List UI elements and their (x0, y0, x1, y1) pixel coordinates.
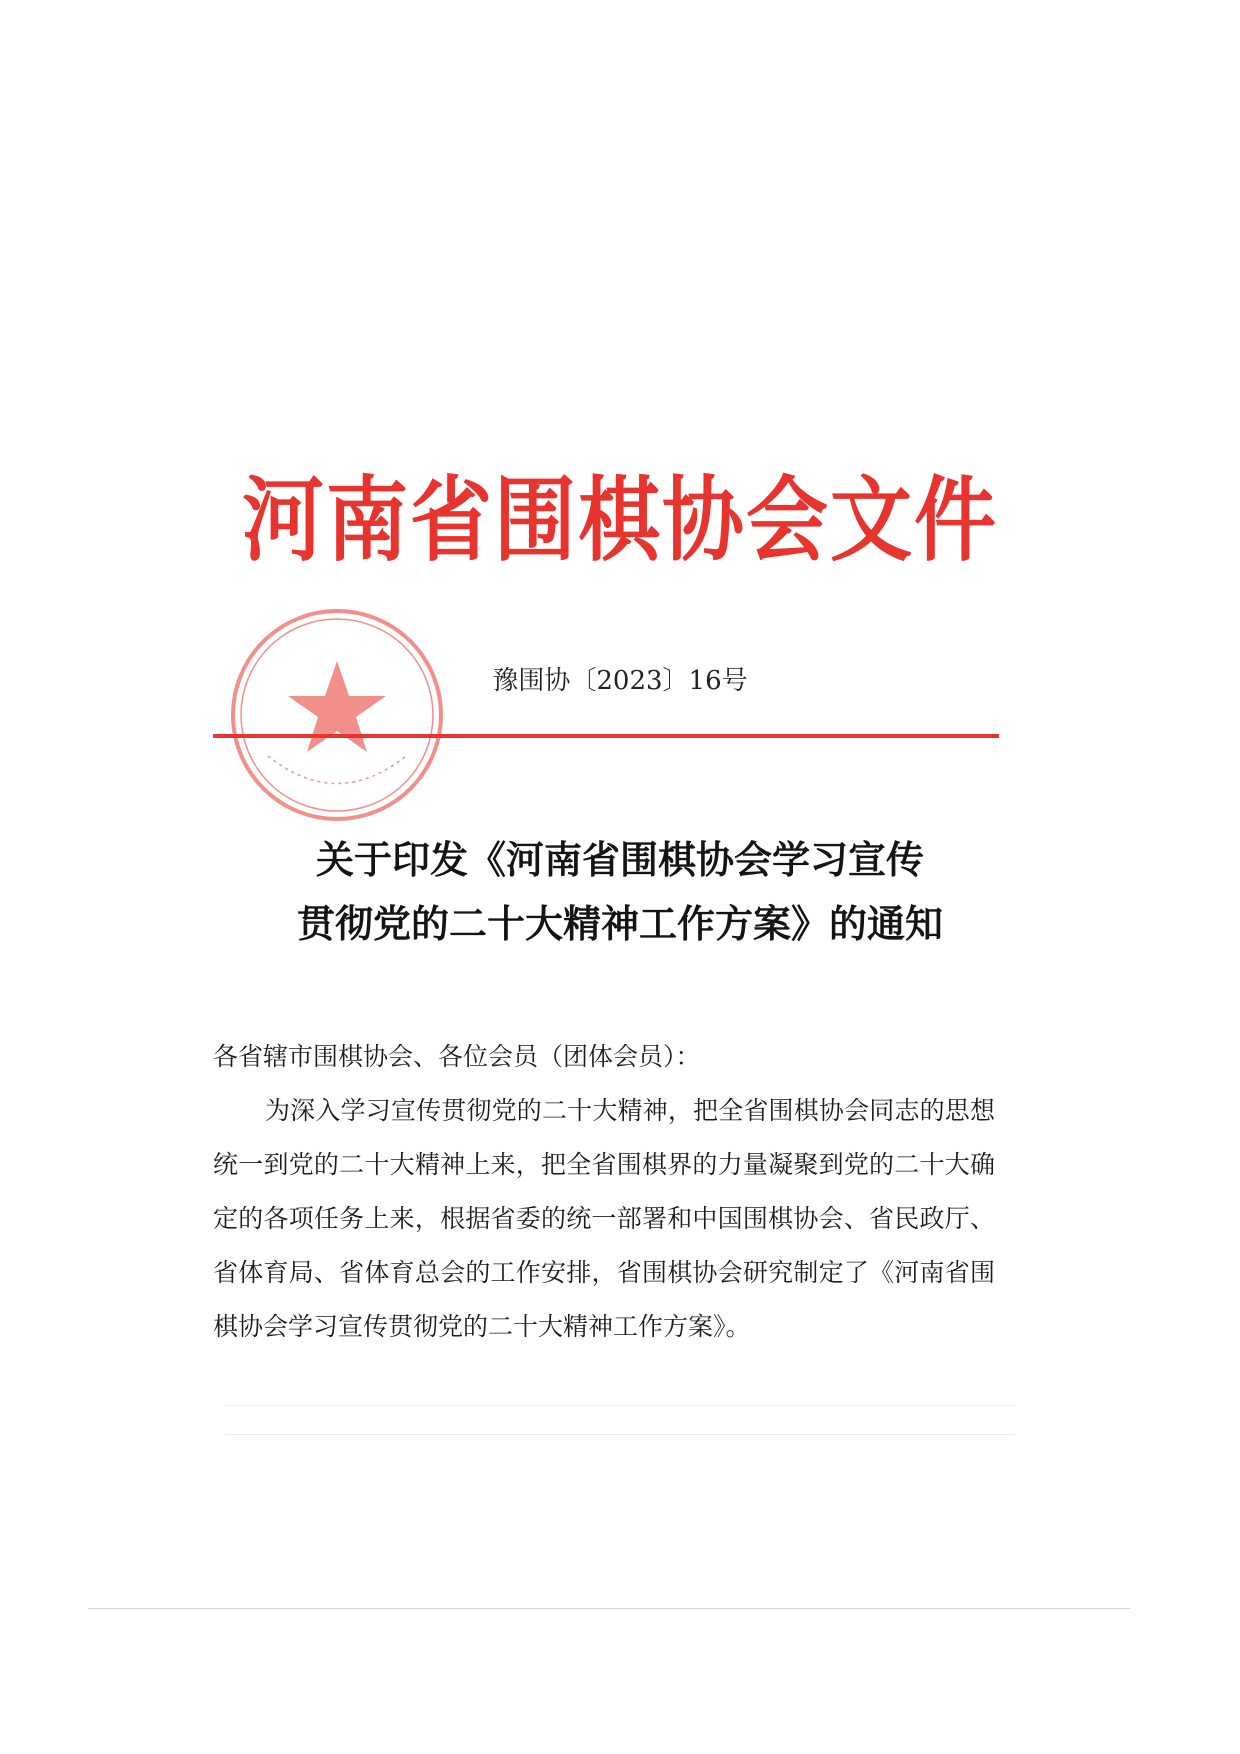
bleed-through-footer (225, 1405, 1015, 1435)
document-number: 豫围协〔2023〕16号 (492, 666, 748, 696)
document-header-title: 河南省围棋协会文件 (241, 468, 998, 575)
notice-title (0, 828, 1240, 956)
notice-body (213, 1030, 995, 1354)
notice-title-line-2: 贯彻党的二十大精神工作方案》的通知 (296, 901, 943, 946)
official-seal-stamp (228, 606, 446, 824)
body-paragraph: 为深入学习宣传贯彻党的二十大精神，把全省围棋协会同志的思想统一到党的二十大精神上来，把全省围棋界的力量凝聚到党的二十大确定的各项任务上来，根据省委的统一部署和中国围棋协会、省民政厅、省体育局、省体育总会的工作安排，省围棋协会研究制定了《河南省围棋协会学习宣传贯彻党的二十大精神工作方案》。 (213, 1096, 995, 1341)
notice-title-line-1: 关于印发《河南省围棋协会学习宣传 (315, 837, 924, 882)
page-bottom-line (88, 1608, 1130, 1609)
red-separator-line (213, 734, 999, 738)
salutation: 各省辖市围棋协会、各位会员（团体会员）： (213, 1042, 701, 1071)
